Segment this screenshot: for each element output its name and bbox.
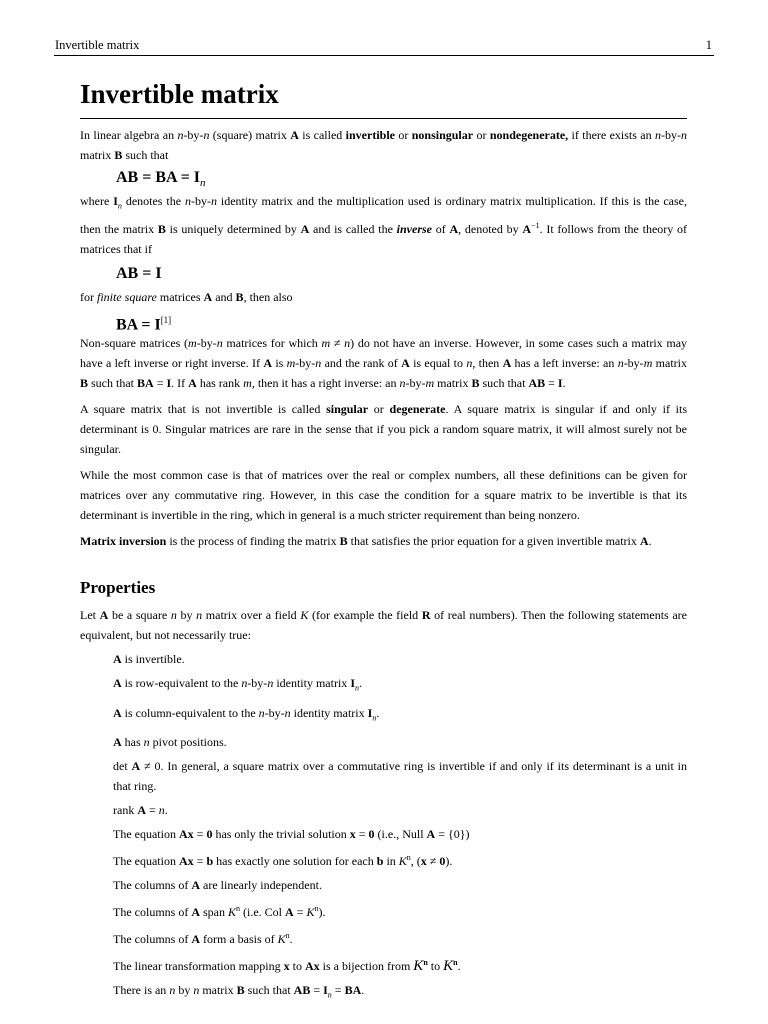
intro-paragraph: In linear algebra an n-by-n (square) matrix A is called invertible or nonsingular or nondegenerate, if there exists an n-by-n matrix B such that — [80, 128, 688, 162]
term-matrix-inversion: Matrix inversion — [80, 534, 167, 549]
page-title: Invertible matrix — [80, 76, 687, 119]
running-header-title: Invertible matrix — [55, 38, 140, 52]
list-item: The columns of A span $K^n$ (i.e. Col $A = K^n$). — [113, 904, 326, 920]
list-item: The equation Ax = 0 has only the trivial solution x = 0 (i.e., Null A = {0}) — [113, 827, 470, 842]
term-inverse: inverse — [396, 222, 432, 237]
list-item: The columns of A are linearly independent. — [113, 878, 322, 893]
properties-list — [80, 649, 687, 1005]
term-nonsingular: nonsingular — [411, 128, 474, 142]
term-nondegenerate: nondegenerate, — [489, 128, 569, 142]
list-item: A is column-equivalent to the n-by-n identity matrix $I_n$. — [113, 705, 380, 723]
list-item: A has n pivot positions. — [113, 735, 227, 750]
running-header — [54, 37, 714, 56]
formula-ab-i: AB = I — [116, 265, 162, 283]
section-heading-properties: Properties — [80, 578, 156, 598]
non-square-paragraph: Non-square matrices (m-by-n matrices for which m ≠ n) do not have an inverse. However, in some cases such a matrix may have a left inverse or right inverse. If A is m-by-n and the rank of A is equal to n, then A has a left inverse: an n-by-m matrix B such that BA = I. If A has rank m, then it has a right inverse: an n-by-m matrix B such that AB = I. — [80, 336, 688, 391]
list-item: The columns of A form a basis of $K^n$. — [113, 931, 293, 947]
list-item: rank A = n. — [113, 803, 168, 818]
matrix-inversion-paragraph: Matrix inversion is the process of finding the matrix B that satisfies the prior equation for a given invertible matrix A. — [80, 534, 652, 549]
list-item: det A ≠ 0. In general, a square matrix over a commutative ring is invertible if and only if its determinant is a unit in that ring. — [113, 759, 687, 794]
term-degenerate: degenerate — [389, 402, 446, 417]
formula-ab-ba-in: AB = BA = $I_n$ — [116, 169, 206, 190]
list-item: A is invertible. — [113, 652, 185, 667]
properties-intro-paragraph: Let A be a square n by n matrix over a field K (for example the field R of real numbers). Then the following statements are equivalent, but not necessarily true: — [80, 608, 687, 643]
formula-ba-i: BA = I[1] — [116, 315, 172, 334]
page-number: 1 — [705, 38, 712, 52]
singular-paragraph: A square matrix that is not invertible is called singular or degenerate. A square matrix is singular if and only if its determinant is 0. Singular matrices are rare in the sense that if you pick a random square matrix, it will almost surely not be singular. — [80, 402, 687, 457]
list-item: A is row-equivalent to the n-by-n identity matrix $I_n$. — [113, 676, 362, 693]
list-item: There is an n by n matrix B such that AB = $I_n$ = BA. — [113, 983, 365, 1000]
article-body — [80, 76, 687, 1010]
finite-square-paragraph: for finite square matrices A and B, then also — [80, 290, 293, 305]
list-item: The equation Ax = b has exactly one solution for each b in $K^n$, (x ≠ 0). — [113, 853, 453, 869]
where-paragraph: where $I_n$ denotes the n-by-n identity matrix and the multiplication used is ordinary matrix multiplication. If this is the case, then the matrix B is uniquely determined by A and is called the inverse of A, denoted by $A^{-1}$. It follows from the theory of matrices that if — [80, 194, 688, 257]
citation-ref-1[interactable]: [1] — [160, 315, 172, 326]
list-item: The linear transformation mapping x to Ax is a bijection from $K^n$ to $K^n$. — [113, 958, 461, 975]
term-invertible: invertible — [345, 128, 395, 142]
commutative-ring-paragraph: While the most common case is that of matrices over the real or complex numbers, all these definitions can be given for matrices over any commutative ring. However, in this case the condition for a square matrix to be invertible is that its determinant is invertible in the ring, which in general is a much stricter requirement than being nonzero. — [80, 468, 687, 523]
term-singular: singular — [326, 402, 369, 417]
